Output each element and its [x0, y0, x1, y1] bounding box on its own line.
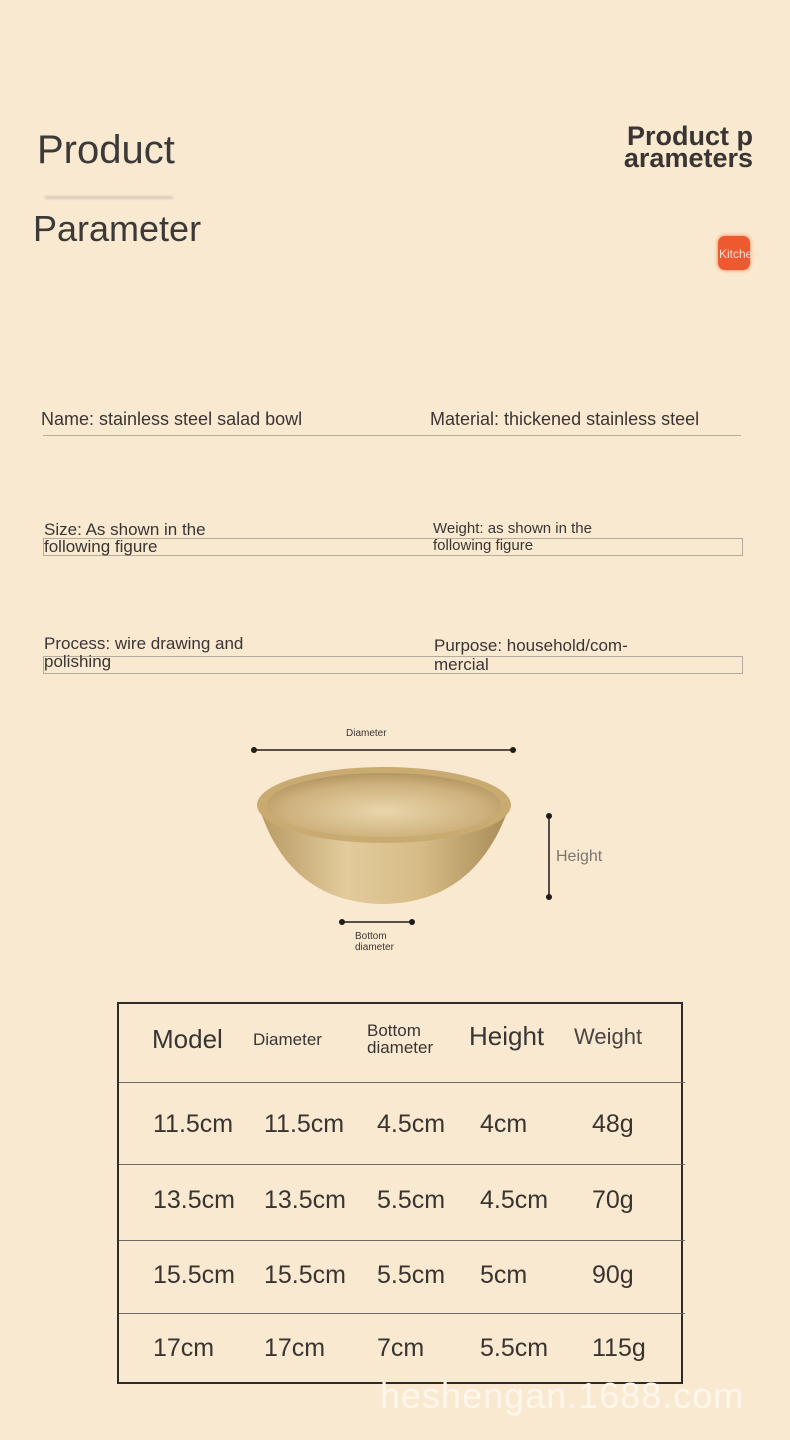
table-row: [119, 1241, 685, 1314]
bottom-diameter-label-line2: diameter: [355, 942, 394, 953]
cell-weight: 115g: [592, 1334, 646, 1362]
param-process-line1: Process: wire drawing and: [44, 634, 244, 653]
cell-height: 5.5cm: [480, 1334, 549, 1362]
param-name: Name: stainless steel salad bowl: [41, 409, 303, 429]
section-title-line2: arameters: [623, 143, 753, 173]
cell-model: 17cm: [153, 1334, 215, 1362]
section-title-line1: Product p: [627, 121, 753, 151]
cell-diameter: 15.5cm: [264, 1261, 346, 1289]
bottom-diameter-endpoint: [409, 919, 415, 925]
param-size-line1: Size: As shown in the: [44, 520, 206, 539]
header-diameter: Diameter: [253, 1030, 322, 1049]
height-label: Height: [556, 848, 603, 865]
bottom-diameter-endpoint: [339, 919, 345, 925]
param-material: Material: thickened stainless steel: [430, 409, 700, 429]
cell-weight: 90g: [592, 1261, 634, 1289]
cell-bottom-diameter: 7cm: [377, 1334, 425, 1362]
bowl-diagram: [240, 720, 620, 970]
cell-diameter: 11.5cm: [264, 1110, 345, 1138]
diameter-endpoint: [510, 747, 516, 753]
param-weight-line1: Weight: as shown in the: [433, 520, 592, 537]
height-endpoint: [546, 813, 552, 819]
param-size-line2: following figure: [44, 537, 158, 556]
cell-model: 11.5cm: [153, 1110, 234, 1138]
cell-model: 15.5cm: [153, 1261, 235, 1289]
header-height: Height: [469, 1021, 545, 1051]
cell-model: 13.5cm: [153, 1186, 235, 1214]
cell-diameter: 13.5cm: [264, 1186, 346, 1214]
table-row: [119, 1165, 685, 1241]
spec-table: [117, 1002, 683, 1384]
cell-bottom-diameter: 5.5cm: [377, 1186, 446, 1214]
cell-height: 5cm: [480, 1261, 528, 1289]
page-title-line2: Parameter: [33, 208, 202, 249]
cell-bottom-diameter: 5.5cm: [377, 1261, 446, 1289]
header-model: Model: [152, 1024, 223, 1054]
cell-height: 4.5cm: [480, 1186, 549, 1214]
table-row: [119, 1083, 685, 1165]
param-purpose-line2: mercial: [434, 655, 489, 674]
table-header-row: [119, 1004, 685, 1083]
kitchen-badge-label: Kitchen: [719, 247, 760, 261]
cell-bottom-diameter: 4.5cm: [377, 1110, 446, 1138]
title-divider: [45, 196, 173, 199]
section-title: [593, 114, 753, 180]
cell-weight: 70g: [592, 1186, 634, 1214]
table-row: [119, 1314, 685, 1382]
bottom-diameter-label-line1: Bottom: [355, 931, 387, 942]
header-weight: Weight: [574, 1024, 643, 1049]
param-weight-line2: following figure: [433, 537, 534, 554]
watermark: heshengan.1688.com: [380, 1375, 745, 1416]
cell-weight: 48g: [592, 1110, 634, 1138]
diameter-label: Diameter: [346, 728, 387, 739]
bowl-inner: [267, 773, 501, 837]
bowl-diagram-svg: [240, 720, 620, 970]
param-box: [43, 656, 743, 674]
header-bottom-diameter-line2: diameter: [367, 1038, 434, 1057]
param-process-line2: polishing: [44, 652, 112, 671]
page-title-line1: Product: [37, 128, 175, 172]
cell-height: 4cm: [480, 1110, 528, 1138]
height-endpoint: [546, 894, 552, 900]
param-purpose-line1: Purpose: household/com-: [434, 636, 628, 655]
diameter-endpoint: [251, 747, 257, 753]
header-bottom-diameter-line1: Bottom: [367, 1021, 421, 1040]
cell-diameter: 17cm: [264, 1334, 326, 1362]
